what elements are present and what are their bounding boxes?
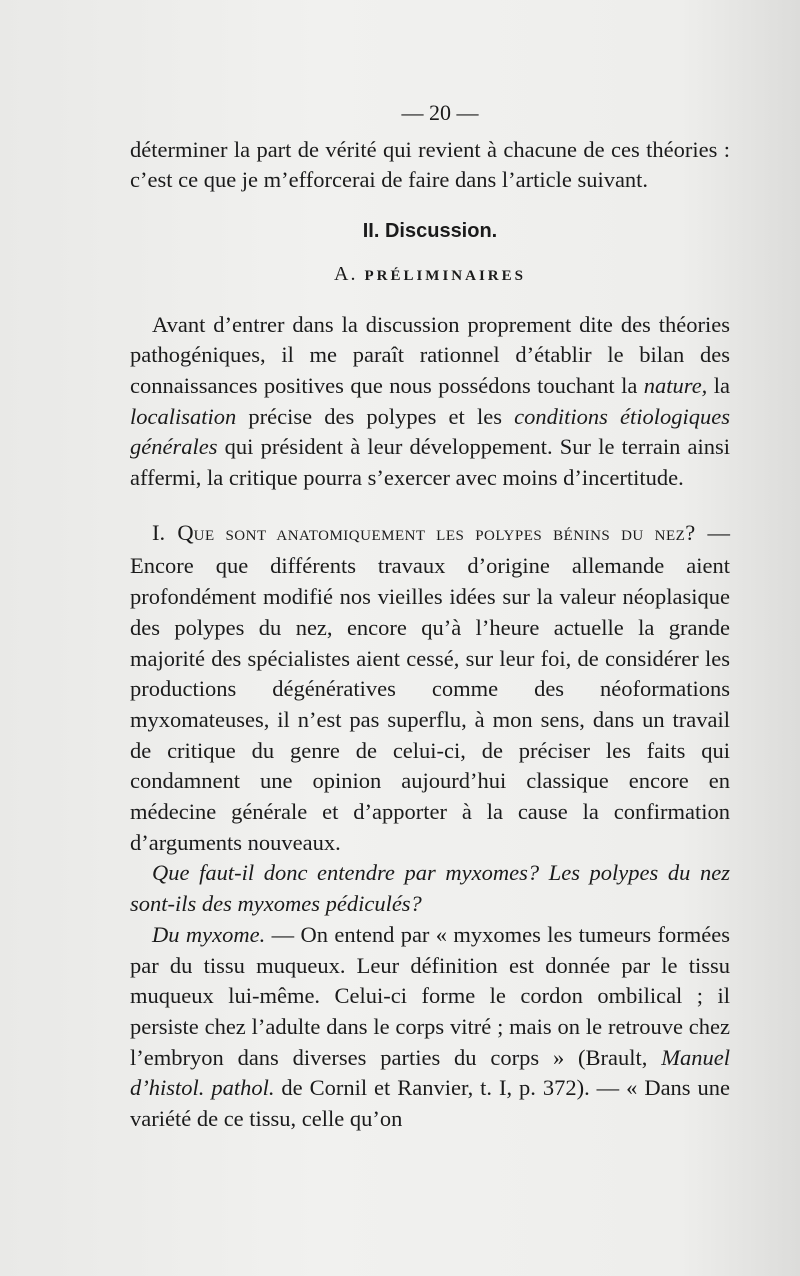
subsection-letter: A. bbox=[334, 262, 358, 285]
p2-em-nature: nature, bbox=[643, 372, 708, 398]
page-text bbox=[130, 98, 730, 1135]
subsection-title bbox=[130, 259, 730, 292]
p2-mid1: la bbox=[707, 372, 730, 398]
p5-em-start: Du myxome. bbox=[152, 921, 266, 947]
p2-mid2: précise des polypes et les bbox=[236, 403, 515, 429]
p2-em-localisation: localisation bbox=[130, 403, 237, 429]
p5-text2: de Cornil et Ranvier, t. I, p. 372). — « Dans une variété de ce tissu, celle qu’on bbox=[130, 1075, 731, 1132]
subsection-name: PRÉLIMINAIRES bbox=[364, 267, 526, 284]
paragraph-anatomy bbox=[130, 518, 730, 859]
p2-em-conditions: conditions étiologiques générales bbox=[130, 403, 730, 460]
paragraph-myxome bbox=[130, 920, 730, 1135]
p3-heading-smallcaps: UE SONT ANATOMIQUEMENT LES POLYPES BÉNINS DU NEZ bbox=[193, 527, 686, 544]
p3-heading-prefix: I. Q bbox=[152, 519, 194, 545]
p5-em-ref: Manuel d’histol. pathol. bbox=[130, 1044, 730, 1101]
p3-body: Encore que différents travaux d’origine allemande aient profondément modifié nos vieilles idées sur la valeur néoplasique des polypes du nez, encore qu’à l’heure actuelle la grande majorité des spécialistes aient cessé, sur leur foi, de considérer les productions dégénératives comme des néoformations myxomateuses, il n’est pas superflu, à mon sens, dans un travail de critique du genre de celui-ci, de préciser les faits qui condamnent une opinion aujourd’hui classique encore en médecine générale et d’apporter à la cause la confirmation d’arguments nouveaux. bbox=[130, 553, 730, 855]
paragraph-preliminaires bbox=[130, 310, 730, 494]
p3-heading-suffix: ? — bbox=[685, 519, 730, 545]
page-number: — 20 — bbox=[401, 100, 479, 125]
p2-start: Avant d’entrer dans la discussion proprement dite des théories pathogéniques, il me paraît rationnel d’établir le bilan des connaissances positives que nous possédons touchant la bbox=[130, 311, 730, 398]
paragraph-continuation: déterminer la part de vérité qui revient à chacune de ces théories : c’est ce que je m’efforcerai de faire dans l’article suivant. bbox=[130, 136, 730, 193]
paragraph-question bbox=[130, 858, 730, 919]
section-title: II. Discussion. bbox=[362, 220, 498, 243]
p4-question: Que faut-il donc entendre par myxomes? Les polypes du nez sont-ils des myxomes pédiculés? bbox=[130, 860, 730, 917]
p2-end: qui président à leur développement. Sur le terrain ainsi affermi, la critique pourra s’exercer avec moins d’incertitude. bbox=[130, 434, 730, 491]
p5-text1: — On entend par « myxomes les tumeurs formées par du tissu muqueux. Leur définition est donnée par le tissu muqueux lui-même. Celui-ci forme le cordon ombilical ; il persiste chez l’adulte dans le corps vitré ; mais on le retrouve chez l’embryon dans diverses parties du corps » (Brault, bbox=[130, 921, 730, 1070]
